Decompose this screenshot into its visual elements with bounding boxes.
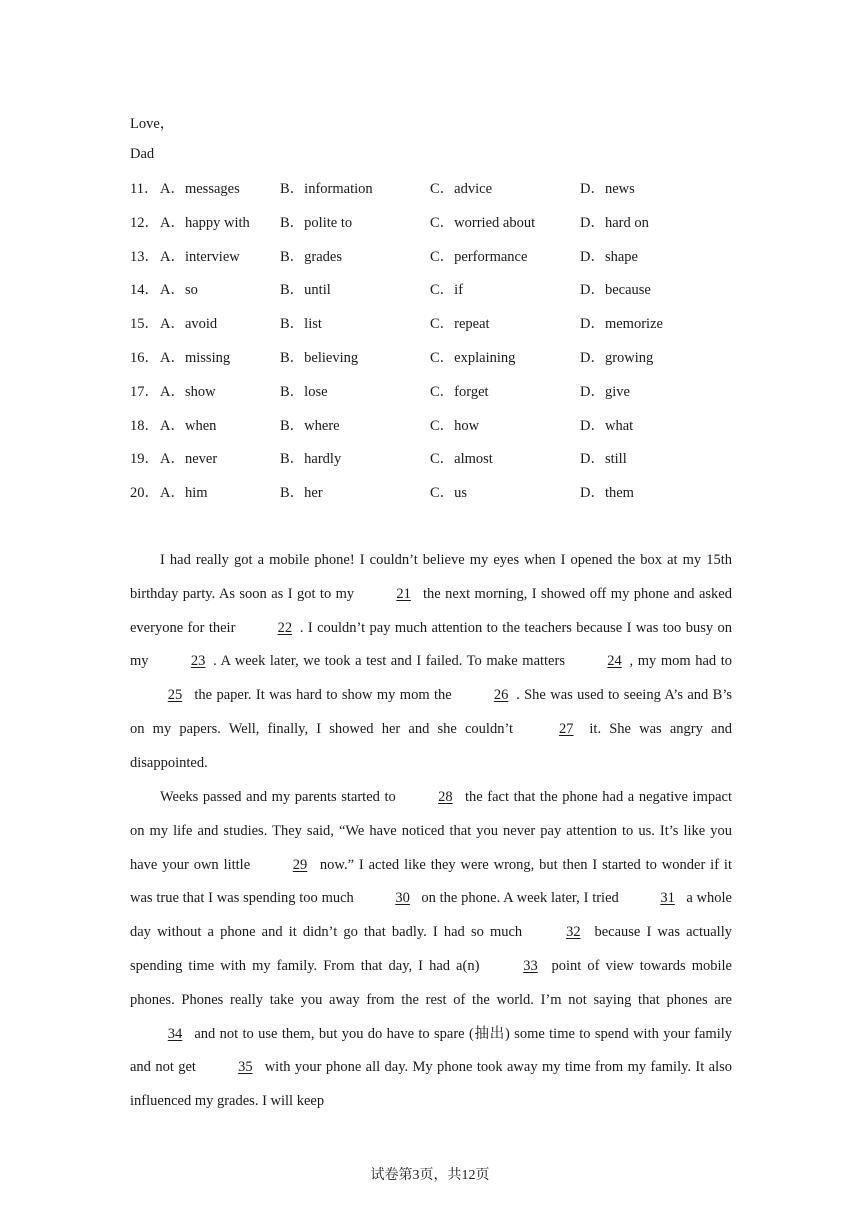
answer-blank[interactable]: 21 [396, 585, 411, 602]
option-d[interactable]: D．give [580, 383, 630, 400]
page-footer: 试卷第3页，共12页 [370, 1168, 490, 1183]
option-b[interactable]: B．lose [280, 383, 328, 400]
answer-blank[interactable]: 25 [167, 687, 183, 704]
option-c[interactable]: C．performance [430, 248, 528, 265]
option-d[interactable]: D．still [580, 451, 627, 468]
question-number: 11． [130, 181, 159, 197]
passage-text: it. She was angry and disappointed. [130, 720, 732, 771]
option-c[interactable]: C．how [430, 417, 480, 434]
question-number: 20． [130, 485, 159, 502]
answer-blank[interactable]: 31 [660, 890, 675, 907]
option-a[interactable]: A．him [160, 485, 208, 502]
question-number: 17． [130, 383, 159, 400]
passage-text: . A week later, we took a test and I failed. To make matters [213, 653, 570, 670]
answer-blank[interactable]: 30 [395, 890, 410, 907]
passage-text: , my mom had to [629, 653, 732, 670]
option-c[interactable]: C．worried about [430, 214, 536, 231]
option-b[interactable]: B．list [280, 316, 322, 333]
question-number: 16． [130, 350, 159, 366]
answer-blank[interactable]: 27 [558, 720, 574, 737]
option-a[interactable]: A．messages [160, 181, 240, 197]
option-a[interactable]: A．happy with [160, 214, 250, 231]
question-number: 19． [130, 451, 159, 468]
question-number: 18． [130, 417, 159, 434]
option-d[interactable]: D．memorize [580, 316, 663, 333]
passage-text: Weeks passed and my parents started to [160, 789, 401, 805]
option-c[interactable]: C．repeat [430, 316, 490, 333]
question-number: 15． [130, 316, 159, 333]
passage-text: now.” I acted like they were wrong, but then I started to wonder if it was true that I was spending too much [130, 856, 732, 907]
option-a[interactable]: A．so [160, 282, 198, 299]
option-b[interactable]: B．information [280, 181, 373, 197]
option-d[interactable]: D．news [580, 181, 635, 197]
passage-text: . She was used to seeing A’s and B’s on my papers. Well, finally, I showed her and she couldn’t [130, 687, 733, 737]
option-b[interactable]: B．where [280, 417, 340, 434]
option-b[interactable]: B．believing [280, 350, 359, 366]
option-a[interactable]: A．missing [160, 350, 231, 366]
answer-blank[interactable]: 29 [292, 856, 308, 873]
question-number: 14． [130, 282, 159, 299]
letter-closing: Love， [130, 116, 175, 132]
option-c[interactable]: C．explaining [430, 350, 516, 366]
option-c[interactable]: C．advice [430, 181, 493, 197]
option-c[interactable]: C．if [430, 282, 464, 299]
option-a[interactable]: A．show [160, 383, 216, 400]
passage-text: the paper. It was hard to show my mom the [190, 687, 457, 704]
passage-text: . I couldn’t pay much attention to the teachers because I was too busy on my [130, 619, 732, 670]
answer-blank[interactable]: 22 [277, 619, 293, 636]
passage-text: the fact that the phone had a negative impact on my life and studies. They said, “We have noticed that you never pay attention to us. It’s like you have your own little [130, 789, 732, 873]
option-b[interactable]: B．polite to [280, 214, 353, 231]
answer-blank[interactable]: 35 [238, 1059, 253, 1076]
option-d[interactable]: D．them [580, 485, 634, 502]
letter-signature: Dad [130, 146, 155, 162]
option-d[interactable]: D．hard on [580, 214, 649, 231]
option-a[interactable]: A．interview [160, 248, 240, 265]
option-a[interactable]: A．avoid [160, 316, 218, 333]
answer-blank[interactable]: 26 [493, 687, 509, 704]
question-number: 12． [130, 214, 159, 231]
option-b[interactable]: B．until [280, 282, 331, 299]
option-d[interactable]: D．because [580, 282, 651, 299]
option-c[interactable]: C．forget [430, 383, 489, 400]
passage-text: because I was actually spending time with my family. From that day, I had a(n) [130, 924, 732, 974]
passage-text: point of view towards mobile phones. Phones really take you away from the rest of the world. I’m not saying that phones are [130, 957, 732, 1008]
answer-blank[interactable]: 23 [190, 653, 206, 670]
passage-text: I had really got a mobile phone! I couldn’t believe my eyes when I opened the box at my 15th birthday party. As soon as I got to my [130, 552, 732, 602]
option-a[interactable]: A．never [160, 451, 218, 468]
option-b[interactable]: B．grades [280, 248, 343, 265]
answer-blank[interactable]: 28 [438, 789, 453, 805]
passage-text: the next morning, I showed off my phone and asked everyone for their [130, 585, 732, 636]
option-d[interactable]: D．growing [580, 350, 654, 366]
option-b[interactable]: B．hardly [280, 451, 342, 468]
passage-text: on the phone. A week later, I tried [417, 890, 623, 907]
option-a[interactable]: A．when [160, 417, 217, 434]
option-c[interactable]: C．us [430, 485, 468, 502]
option-c[interactable]: C．almost [430, 451, 493, 468]
passage-text: a whole day without a phone and it didn’t go that badly. I had so much [130, 890, 732, 941]
answer-blank[interactable]: 24 [607, 653, 622, 670]
passage-text: and not to use them, but you do have to spare (抽出) some time to spend with your family and not get [130, 1025, 732, 1076]
passage-paragraph-1 [130, 544, 732, 781]
passage-paragraph-2 [130, 781, 732, 1119]
answer-blank[interactable]: 34 [167, 1025, 183, 1042]
answer-blank[interactable]: 33 [523, 957, 538, 974]
question-number: 13． [130, 248, 159, 265]
option-d[interactable]: D．what [580, 417, 634, 434]
passage-text: with your phone all day. My phone took away my time from my family. It also influenced my grades. I will keep [130, 1059, 732, 1110]
option-d[interactable]: D．shape [580, 248, 638, 265]
option-b[interactable]: B．her [280, 485, 323, 502]
answer-blank[interactable]: 32 [566, 924, 581, 941]
